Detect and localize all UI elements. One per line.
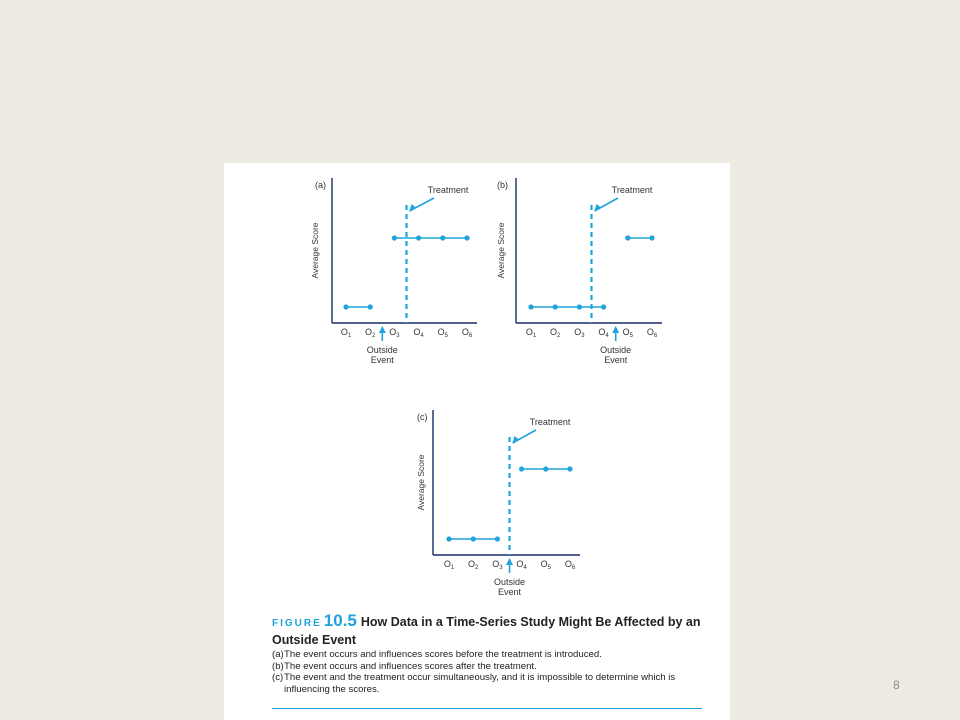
x-tick-label: $O_1$ [340, 327, 352, 339]
treatment-label: Treatment [611, 185, 653, 195]
caption-heading [272, 612, 712, 649]
data-point [601, 304, 606, 309]
treatment-label: Treatment [529, 417, 571, 427]
chart-panel-b [496, 178, 662, 365]
data-point [567, 466, 572, 471]
data-point [446, 536, 451, 541]
outside-event-label: Outside [366, 345, 398, 355]
caption-figure-word: FIGURE [272, 618, 322, 629]
treatment-label: Treatment [427, 185, 469, 195]
x-tick-label: $O_3$ [389, 327, 400, 339]
y-axis-label: Average Score [416, 454, 426, 511]
caption-item-c [272, 672, 712, 695]
data-point [625, 235, 630, 240]
caption-item-text: The event and the treatment occur simultaneously, and it is impossible to determine which is influencing the scores. [284, 672, 676, 695]
x-tick-label: $O_3$ [574, 327, 585, 339]
x-tick-label: $O_4$ [598, 327, 609, 339]
data-point [343, 304, 348, 309]
x-tick-label: $O_2$ [468, 559, 479, 571]
panel-label: (b) [497, 180, 508, 190]
data-point [577, 304, 582, 309]
x-tick-label: $O_6$ [646, 327, 658, 339]
outside-event-label: Outside [493, 577, 526, 587]
figure-caption [272, 612, 712, 695]
caption-figure-number: 10.5 [323, 611, 357, 630]
panel-label: (c) [417, 412, 428, 422]
caption-item-label: (b) [272, 660, 284, 672]
x-tick-label: $O_6$ [461, 327, 473, 339]
outside-event-label: Event [604, 355, 628, 365]
data-point [392, 235, 397, 240]
panel-label: (a) [315, 180, 326, 190]
x-tick-label: $O_5$ [622, 327, 633, 339]
x-tick-label: $O_2$ [365, 327, 376, 339]
data-point [495, 536, 500, 541]
chart-panel-c [416, 410, 580, 597]
outside-event-label: Outside [600, 345, 632, 355]
y-axis-label: Average Score [496, 222, 506, 279]
x-tick-label: $O_1$ [525, 327, 537, 339]
x-tick-label: $O_5$ [540, 559, 551, 571]
x-tick-label: $O_1$ [443, 559, 455, 571]
caption-title: How Data in a Time-Series Study Might Be Affected by an Outside Event [272, 615, 701, 647]
data-point [543, 466, 548, 471]
chart-panel-a [310, 178, 477, 365]
outside-event-arrowhead [612, 326, 619, 333]
x-tick-label: $O_3$ [492, 559, 503, 571]
data-point [471, 536, 476, 541]
caption-item-text: The event occurs and influences scores before the treatment is introduced. [284, 649, 602, 660]
data-point [464, 235, 469, 240]
data-point [649, 235, 654, 240]
caption-item-a [272, 649, 712, 661]
page-number: 8 [893, 678, 900, 692]
x-tick-label: $O_4$ [413, 327, 424, 339]
caption-item-b [272, 661, 712, 673]
outside-event-arrowhead [506, 558, 513, 565]
outside-event-label: Event [370, 355, 394, 365]
data-point [440, 235, 445, 240]
data-point [519, 466, 524, 471]
x-tick-label: $O_6$ [564, 559, 576, 571]
outside-event-arrowhead [379, 326, 386, 333]
data-point [528, 304, 533, 309]
data-point [368, 304, 373, 309]
caption-item-text: The event occurs and influences scores after the treatment. [284, 660, 537, 672]
caption-rule [272, 708, 702, 709]
x-tick-label: $O_5$ [437, 327, 448, 339]
x-tick-label: $O_4$ [516, 559, 527, 571]
x-tick-label: $O_2$ [550, 327, 561, 339]
y-axis-label: Average Score [310, 222, 320, 279]
caption-item-label: (c) [272, 672, 284, 683]
data-point [416, 235, 421, 240]
outside-event-label: Event [497, 587, 522, 597]
caption-item-label: (a) [272, 649, 284, 660]
data-point [553, 304, 558, 309]
